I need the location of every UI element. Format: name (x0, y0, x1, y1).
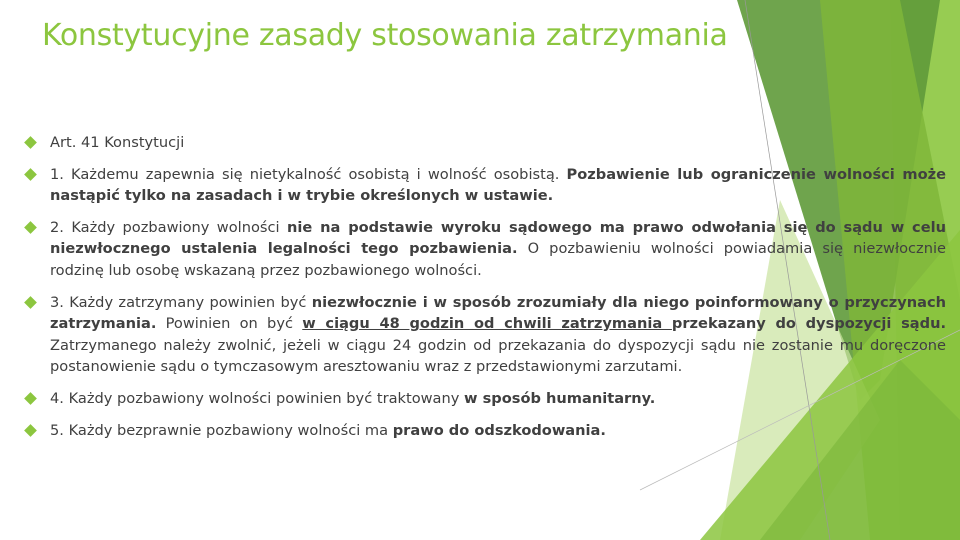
diamond-bullet-icon (24, 168, 37, 181)
list-item (26, 388, 946, 410)
diamond-bullet-icon (24, 392, 37, 405)
diamond-bullet-icon (24, 136, 37, 149)
bullet-list (26, 132, 946, 451)
text-segment: 4. Każdy pozbawiony wolności powinien być traktowany (50, 389, 465, 407)
diamond-bullet-icon (24, 296, 37, 309)
slide-title: Konstytucyjne zasady stosowania zatrzymania (42, 18, 728, 53)
text-segment: 3. Każdy zatrzymany powinien być (50, 293, 312, 311)
text-segment: 1. Każdemu zapewnia się nietykalność osobistą i wolność osobistą. (50, 165, 567, 183)
list-item (26, 420, 946, 442)
text-segment: przekazany do dyspozycji sądu. (671, 315, 947, 333)
list-item (26, 132, 946, 154)
text-segment: niezwłocznie i w sposób zrozumiały dla niego poinformowany o przyczynach zatrzymania. (50, 293, 946, 333)
text-segment: 2. Każdy pozbawiony wolności (50, 218, 287, 236)
list-item (26, 164, 946, 207)
text-segment: Powinien on być (156, 315, 303, 333)
list-item (26, 292, 946, 378)
text-segment: Art. 41 Konstytucji (50, 134, 185, 151)
text-segment: Pozbawienie lub ograniczenie wolności może nastąpić tylko na zasadach i w trybie określonych w ustawie. (50, 165, 946, 205)
text-segment: O pozbawieniu wolności powiadamia się niezwłocznie rodzinę lub osobę wskazaną przez pozbawionego wolności. (50, 240, 946, 279)
text-segment: w sposób humanitarny. (464, 389, 656, 407)
list-item (26, 217, 946, 282)
text-segment: w ciągu 48 godzin od chwili zatrzymania (302, 315, 672, 333)
text-segment: 5. Każdy bezprawnie pozbawiony wolności ma (50, 421, 393, 439)
text-segment: nie na podstawie wyroku sądowego ma prawo odwołania się do sądu w celu niezwłocznego ustalenia legalności tego pozbawienia. (50, 218, 946, 258)
diamond-bullet-icon (24, 221, 37, 234)
diamond-bullet-icon (24, 424, 37, 437)
text-segment: Zatrzymanego należy zwolnić, jeżeli w ciągu 24 godzin od przekazania do dyspozycji sądu nie zostanie mu doręczone postanowienie sądu o tymczasowym aresztowaniu wraz z przedstawionymi zarzutami. (50, 336, 946, 376)
text-segment: prawo do odszkodowania. (392, 421, 606, 439)
